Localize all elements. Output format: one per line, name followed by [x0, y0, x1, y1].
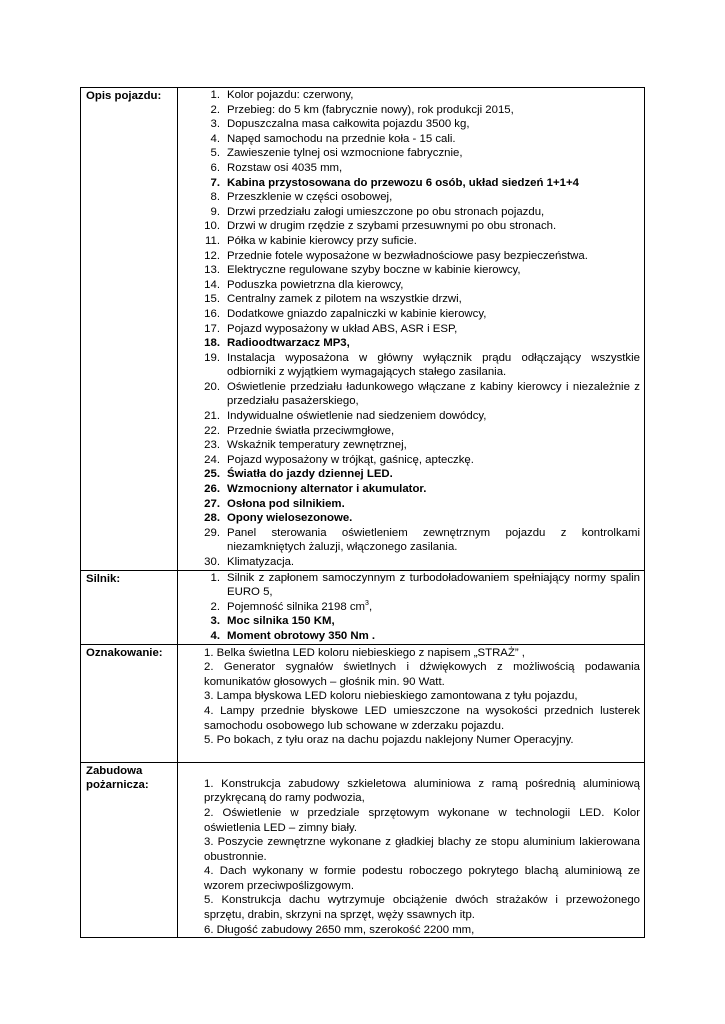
list-item: [178, 424, 640, 439]
list-item-text: Centralny zamek z pilotem na wszystkie drzwi,: [227, 293, 462, 306]
list-item-number: 28.: [204, 512, 220, 525]
list-item-text: Poduszka powietrzna dla kierowcy,: [227, 278, 404, 291]
paragraph: 5. Po bokach, z tyłu oraz na dachu pojazdu naklejony Numer Operacyjny.: [204, 734, 574, 747]
list-item: [178, 263, 640, 278]
table-row-zabudowa: [81, 762, 645, 938]
list-item: [178, 146, 640, 161]
list-item: [178, 190, 640, 205]
silnik-list: [178, 571, 640, 644]
zabudowa-paragraphs: [178, 777, 640, 938]
paragraph: 2. Oświetlenie w przedziale sprzętowym wykonane w technologii LED. Kolor oświetlenia LED – zimny biały.: [204, 806, 640, 834]
content-oznakowanie: [178, 644, 645, 762]
list-item-number: 10.: [204, 220, 220, 233]
list-item-text: Przednie światła przeciwmgłowe,: [227, 424, 395, 437]
list-item-number: 13.: [204, 264, 220, 277]
content-opis-pojazdu: [178, 88, 645, 571]
list-item: [178, 467, 640, 482]
list-item: [178, 234, 640, 249]
paragraph: 1. Belka świetlna LED koloru niebieskiego z napisem „STRAŻ” ,: [204, 646, 525, 659]
list-item-number: 26.: [204, 483, 220, 496]
list-item-text: Przebieg: do 5 km (fabrycznie nowy), rok produkcji 2015,: [227, 103, 514, 116]
list-item: [178, 322, 640, 337]
list-item: [178, 526, 640, 555]
list-item: [178, 511, 640, 526]
label-opis-pojazdu: Opis pojazdu:: [81, 88, 178, 571]
list-item-number: 17.: [204, 322, 220, 335]
paragraph: 1. Konstrukcja zabudowy szkieletowa aluminiowa z ramą pośrednią aluminiową przykręcaną do ramy podwozia,: [204, 777, 640, 805]
list-item-number: 5.: [210, 147, 220, 160]
label-silnik: Silnik:: [81, 570, 178, 644]
content-zabudowa-pozarnicza: [178, 762, 645, 938]
list-item: [178, 219, 640, 234]
oznakowanie-paragraphs: [178, 645, 640, 748]
list-item: [178, 278, 640, 293]
list-item-text: Instalacja wyposażona w główny wyłącznik prądu odłączający wszystkie odbiorniki z wyjątkiem wymagających stałego zasilania.: [227, 351, 640, 379]
list-item-text: Napęd samochodu na przednie koła - 15 cali.: [227, 132, 456, 145]
list-item-text: Drzwi w drugim rzędzie z szybami przesuwnymi po obu stronach.: [227, 220, 557, 233]
superscript: 3: [365, 599, 369, 607]
table-row-opis: [81, 88, 645, 571]
list-item: [178, 351, 640, 380]
list-item-number: 20.: [204, 380, 220, 393]
list-item-number: 6.: [210, 161, 220, 174]
list-item: [178, 307, 640, 322]
list-item-text: Dodatkowe gniazdo zapalniczki w kabinie kierowcy,: [227, 307, 487, 320]
list-item: [178, 555, 640, 570]
list-item: [178, 103, 640, 118]
list-item-number: 1.: [210, 571, 220, 584]
list-item: [178, 453, 640, 468]
list-item: [178, 132, 640, 147]
paragraph: 3. Lampa błyskowa LED koloru niebieskiego zamontowana z tyłu pojazdu,: [204, 690, 578, 703]
list-item-number: 1.: [210, 89, 220, 101]
list-item: [178, 497, 640, 512]
list-item: [178, 249, 640, 264]
list-item-text: Pojazd wyposażony w układ ABS, ASR i ESP,: [227, 322, 458, 335]
list-item-number: 30.: [204, 556, 220, 568]
list-item: [178, 205, 640, 220]
paragraph: 4. Dach wykonany w formie podestu roboczego pokrytego blachą aluminiową ze wzorem przeciwpoślizgowym.: [204, 865, 640, 892]
list-item: [178, 292, 640, 307]
table-row-oznakowanie: [81, 644, 645, 762]
list-item-text: Elektryczne regulowane szyby boczne w kabinie kierowcy,: [227, 264, 521, 277]
list-item-text: Opony wielosezonowe.: [227, 512, 353, 525]
list-item: [178, 117, 640, 132]
list-item-number: 23.: [204, 439, 220, 452]
paragraph: 2. Generator sygnałów świetlnych i dźwiękowych z możliwością podawania komunikatów głosowych – głośnik min. 90 Watt.: [204, 661, 640, 688]
list-item: [178, 629, 640, 644]
list-item-number: 29.: [204, 526, 220, 539]
table-row-silnik: [81, 570, 645, 644]
list-item-number: 14.: [204, 278, 220, 291]
list-item-number: 22.: [204, 424, 220, 437]
list-item: [178, 438, 640, 453]
list-item-number: 19.: [204, 351, 220, 364]
content-silnik: [178, 570, 645, 644]
list-item-text: Rozstaw osi 4035 mm,: [227, 161, 343, 174]
list-item-text: Silnik z zapłonem samoczynnym z turbodoładowaniem spełniający normy spalin EURO 5,: [227, 571, 640, 599]
list-item-text: Wskaźnik temperatury zewnętrznej,: [227, 439, 407, 452]
list-item-text: Przednie fotele wyposażone w bezwładnościowe pasy bezpieczeństwa.: [227, 249, 588, 262]
list-item: [178, 161, 640, 176]
list-item-text: Półka w kabinie kierowcy przy suficie.: [227, 234, 417, 247]
list-item-number: 21.: [204, 410, 220, 423]
list-item-number: 2.: [210, 103, 220, 116]
list-item-number: 3.: [210, 118, 220, 131]
list-item-text: Drzwi przedziału załogi umieszczone po obu stronach pojazdu,: [227, 205, 545, 218]
list-item-number: 12.: [204, 249, 220, 262]
paragraph: 3. Poszycie zewnętrzne wykonane z gładkiej blachy ze stopu aluminium lakierowana obustronnie.: [204, 836, 640, 863]
label-zabudowa-pozarnicza: [81, 762, 178, 938]
label-zabudowa-line1: Zabudowa: [86, 764, 143, 777]
paragraph: 4. Lampy przednie błyskowe LED umieszczone na wysokości przednich lusterek samochodu osobowego lub schowane w zderzaku pojazdu.: [204, 704, 640, 732]
list-item-text: Panel sterowania oświetleniem zewnętrznym pojazdu z kontrolkami niezamkniętych żaluzji, włączonego zasilania.: [227, 526, 640, 554]
list-item: [178, 571, 640, 600]
list-item-number: 25.: [204, 468, 220, 481]
vehicle-spec-table: [80, 87, 645, 938]
label-oznakowanie: Oznakowanie:: [81, 644, 178, 762]
list-item-number: 9.: [210, 205, 220, 218]
list-item-text: Przeszklenie w części osobowej,: [227, 191, 393, 204]
list-item-text: Indywidualne oświetlenie nad siedzeniem dowódcy,: [227, 410, 487, 423]
list-item: [178, 380, 640, 409]
list-item: [178, 614, 640, 629]
list-item-text: Wzmocniony alternator i akumulator.: [227, 483, 427, 496]
list-item-number: 24.: [204, 453, 220, 466]
list-item: [178, 409, 640, 424]
opis-list: [178, 88, 640, 570]
list-item-number: 7.: [210, 176, 220, 189]
list-item-number: 8.: [210, 191, 220, 204]
list-item-text: Klimatyzacja.: [227, 556, 295, 568]
list-item-number: 3.: [210, 615, 220, 628]
list-item-text: Światła do jazdy dziennej LED.: [227, 468, 393, 481]
label-zabudowa-line2: pożarnicza:: [86, 779, 149, 792]
list-item-text: Zawieszenie tylnej osi wzmocnione fabrycznie,: [227, 147, 463, 160]
paragraph: 5. Konstrukcja dachu wytrzymuje obciążenie dwóch strażaków i przewożonego sprzętu, drabin, skrzyni na sprzęt, węży ssawnych itp.: [204, 894, 640, 922]
list-item-number: 18.: [204, 337, 220, 350]
list-item-number: 11.: [205, 234, 220, 247]
list-item: [178, 176, 640, 191]
list-item-number: 2.: [210, 600, 220, 613]
list-item-number: 27.: [204, 497, 220, 510]
list-item-number: 4.: [210, 629, 220, 642]
list-item-text: Dopuszczalna masa całkowita pojazdu 3500 kg,: [227, 118, 470, 131]
list-item: [178, 482, 640, 497]
list-item: [178, 88, 640, 103]
list-item-text: Pojazd wyposażony w trójkąt, gaśnicę, apteczkę.: [227, 453, 474, 466]
list-item-text: Kolor pojazdu: czerwony,: [227, 89, 354, 101]
list-item-text: Radioodtwarzacz MP3,: [227, 337, 350, 350]
list-item-text: Oświetlenie przedziału ładunkowego włączane z kabiny kierowcy i niezależnie z przedziału pasażerskiego,: [227, 380, 640, 408]
list-item-text: Kabina przystosowana do przewozu 6 osób, układ siedzeń 1+1+4: [227, 176, 579, 189]
list-item: [178, 600, 640, 615]
blank-line: [178, 748, 640, 762]
list-item-text: Pojemność silnika 2198 cm: [227, 600, 366, 613]
list-item-text: Moc silnika 150 KM,: [227, 615, 335, 628]
list-item: [178, 336, 640, 351]
blank-line: [178, 763, 640, 777]
list-item-number: 4.: [210, 132, 220, 145]
list-item-text: Moment obrotowy 350 Nm .: [227, 629, 376, 642]
list-item-number: 16.: [204, 307, 220, 320]
list-item-text: Osłona pod silnikiem.: [227, 497, 345, 510]
list-item-number: 15.: [204, 293, 220, 306]
paragraph: 6. Długość zabudowy 2650 mm, szerokość 2200 mm,: [204, 923, 475, 936]
list-item-suffix: ,: [368, 600, 373, 613]
